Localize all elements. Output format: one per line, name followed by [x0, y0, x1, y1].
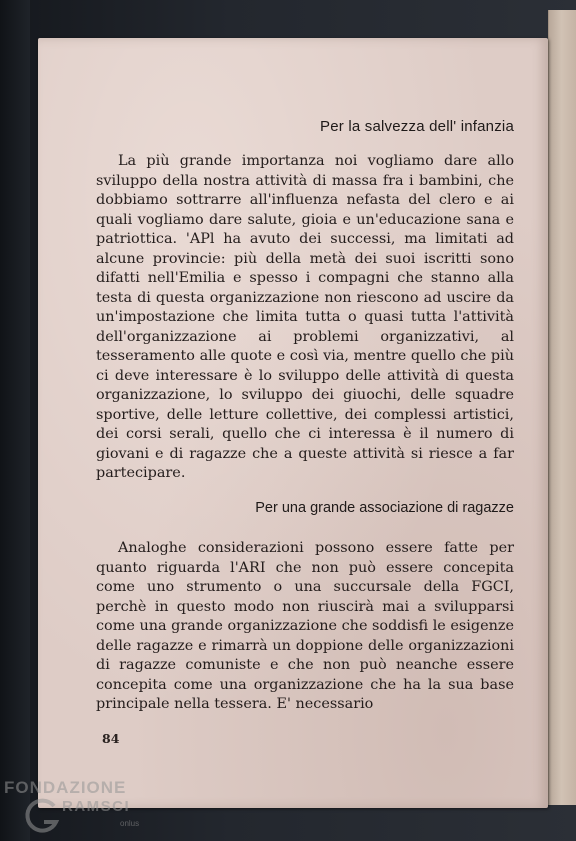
- gramsci-g-logo-icon: [22, 796, 62, 836]
- watermark-line2: RAMSCI: [62, 798, 131, 815]
- fondazione-gramsci-watermark: [0, 778, 160, 838]
- running-head: Per la salvezza dell' infanzia: [320, 118, 514, 135]
- paragraph-1: La più grande importanza noi vogliamo dare allo sviluppo della nostra attività di massa fra i bambini, che dobbiamo sottrarre all'influenza nefasta del clero e ai quali vogliamo dare salute, gioia e un'educazione sana e patriottica. 'APl ha avuto dei successi, ma limitati ad alcune provincie: più della metà dei suoi iscritti sono difatti nell'Emilia e spesso i compagni che stanno alla testa di questa organizzazione non riescono ad uscire da un'impostazione che limita tutta o quasi tutta l'attività dell'organizzazione ai problemi organizzativi, al tesseramento alle quote e così via, mentre quello che più ci deve interessare è lo sviluppo delle attività di questa organizzazione, lo sviluppo dei giuochi, delle squadre sportive, delle letture collettive, dei complessi artistici, dei corsi serali, quello che ci interessa è il numero di giovani e di ragazze che a queste attività si riesce a far partecipare.: [96, 153, 514, 481]
- watermark-line3: onlus: [120, 819, 140, 828]
- next-page-edge: [548, 10, 576, 805]
- paragraph-2: Analoghe considerazioni possono essere fatte per quanto riguarda l'ARI che non può essere concepita come uno strumento o una succursale della FGCI, perchè in questo modo non riuscirà mai a svilupparsi come una grande organizzazione che soddisfi le esigenze delle ragazze e rimarrà un doppione delle organizzazioni di ragazze comuniste e che non può neanche essere concepita come una organizzazione che ha la sua base principale nella tessera. E' necessario: [96, 540, 514, 712]
- page-number: 84: [102, 731, 120, 746]
- section-heading: Per una grande associazione di ragazze: [255, 500, 514, 516]
- watermark-line1: FONDAZIONE: [4, 778, 127, 797]
- book-page: [38, 38, 548, 808]
- book-spine: [0, 0, 30, 841]
